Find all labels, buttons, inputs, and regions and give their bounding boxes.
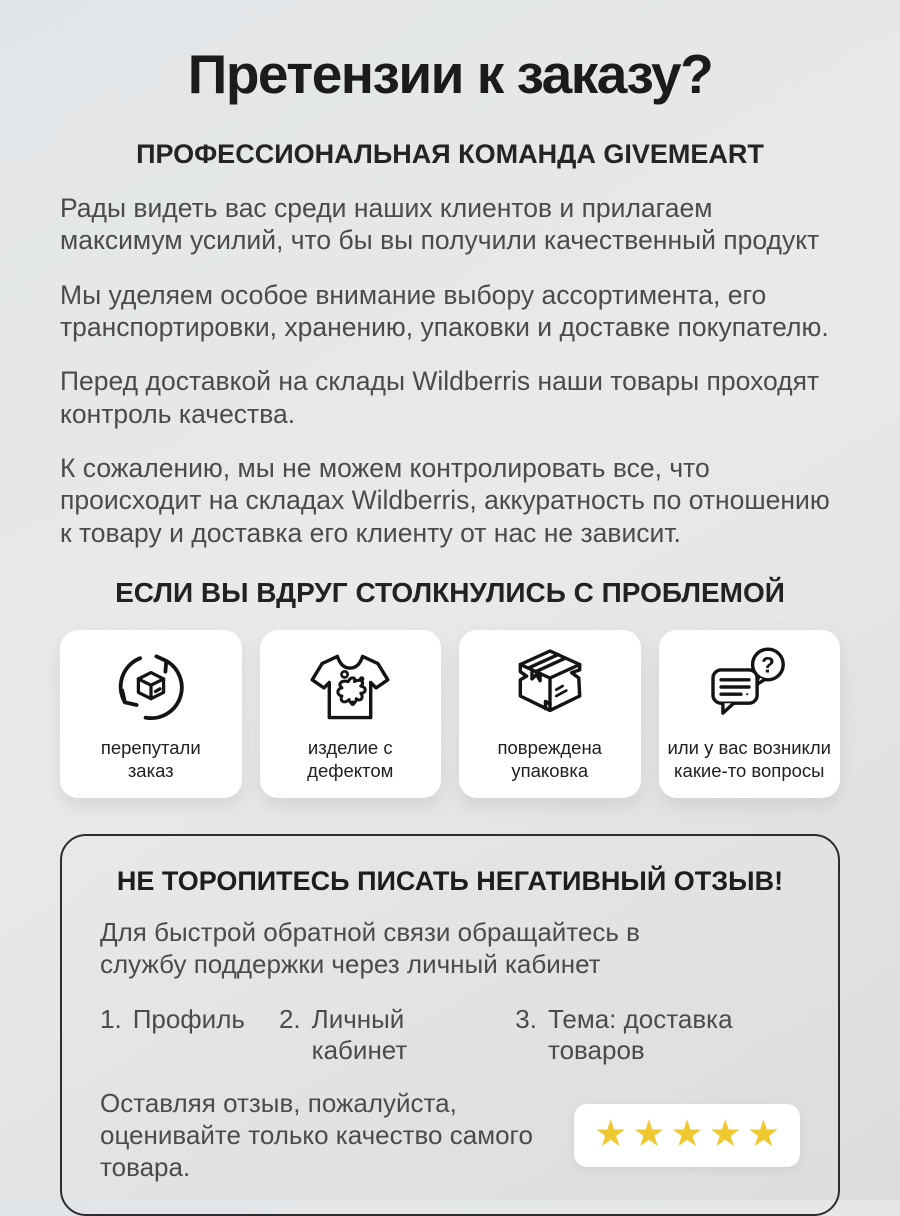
problem-cards — [60, 630, 840, 798]
problem-card-label: изделие с дефектом — [307, 736, 394, 781]
step-label: Тема: доставка товаров — [547, 1003, 733, 1065]
problems-heading: ЕСЛИ ВЫ ВДРУГ СТОЛКНУЛИСЬ С ПРОБЛЕМОЙ — [115, 576, 785, 608]
problem-card-damaged — [459, 630, 641, 798]
box-swap-icon — [106, 642, 196, 732]
rating-stars — [574, 1104, 800, 1167]
step-label: Профиль — [132, 1003, 245, 1034]
star-icon: ★ — [746, 1113, 780, 1155]
star-icon: ★ — [708, 1113, 747, 1155]
support-step-3 — [515, 1004, 800, 1066]
problem-card-wrong-order — [60, 630, 242, 798]
notice-box — [60, 834, 840, 1216]
tshirt-defect-icon — [305, 642, 395, 732]
star-icon: ★ — [670, 1113, 709, 1155]
review-note: Оставляя отзыв, пожалуйста, оценивайте только качество самого товара. — [100, 1087, 533, 1182]
step-label: Личный кабинет — [311, 1003, 408, 1065]
intro-paragraph-3: Перед доставкой на склады Wildberris наши товары проходят контроль качества. — [60, 366, 820, 429]
problem-card-defect — [260, 630, 442, 798]
notice-body: Для быстрой обратной связи обращайтесь в службу поддержки через личный кабинет — [100, 916, 640, 979]
star-icon: ★ — [632, 1113, 671, 1155]
intro-section — [60, 192, 840, 549]
step-number: 2. — [278, 1003, 301, 1034]
intro-paragraph-1: Рады видеть вас среди наших клиентов и прилагаем максимум усилий, что бы вы получили качественный продукт — [60, 193, 820, 256]
intro-paragraph-4: К сожалению, мы не можем контролировать все, что происходит на складах Wildberris, аккуратность по отношению к товару и доставка его клиенту от нас не зависит. — [60, 452, 830, 548]
svg-text:?: ? — [761, 652, 776, 678]
star-icon: ★ — [594, 1113, 633, 1155]
notice-footer — [100, 1088, 800, 1184]
page-title: Претензии к заказу? — [187, 43, 713, 105]
step-number: 3. — [515, 1003, 537, 1034]
page-subtitle: ПРОФЕССИОНАЛЬНАЯ КОМАНДА GIVEMEART — [136, 139, 764, 169]
notice-heading: НЕ ТОРОПИТЕСЬ ПИСАТЬ НЕГАТИВНЫЙ ОТЗЫВ! — [116, 865, 784, 896]
problem-card-questions — [659, 630, 841, 798]
support-steps — [100, 1004, 800, 1066]
intro-paragraph-2: Мы уделяем особое внимание выбору ассортимента, его транспортировки, хранению, упаковки и доставке покупателю. — [60, 279, 829, 342]
damaged-box-icon — [505, 642, 595, 732]
step-number: 1. — [100, 1003, 122, 1034]
problem-card-label: повреждена упаковка — [497, 736, 602, 781]
support-step-2 — [279, 1004, 481, 1066]
problem-card-label: или у вас возникли какие-то вопросы — [667, 736, 831, 781]
support-step-1 — [100, 1004, 245, 1066]
problem-card-label: перепутали заказ — [100, 736, 201, 781]
question-chat-icon — [704, 642, 794, 732]
